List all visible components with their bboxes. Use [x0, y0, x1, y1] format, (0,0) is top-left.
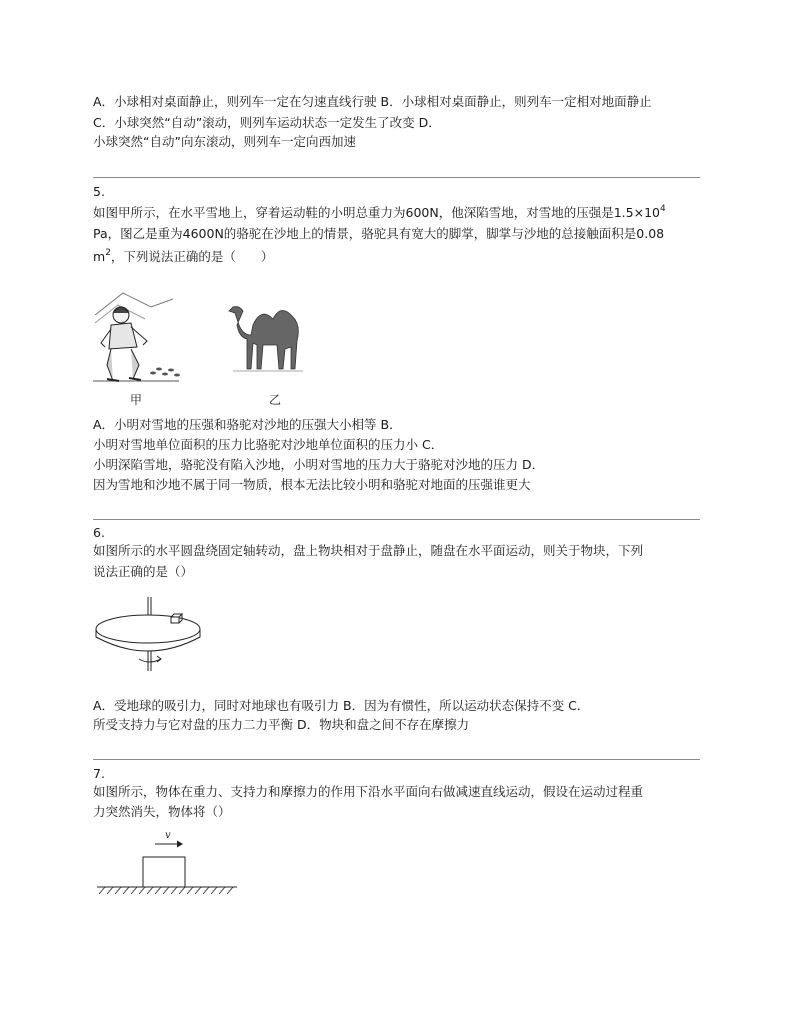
q5-option-line-3: 小明深陷雪地，骆驼没有陷入沙地，小明对雪地的压力大于骆驼对沙地的压力 D．: [93, 457, 545, 472]
q6-stem-line-1: 如图所示的水平圆盘绕固定轴转动，盘上物块相对于盘静止，随盘在水平面运动，则关于物块，下列: [93, 543, 644, 558]
q7-stem-line-2: 力突然消失，物体将（）: [93, 804, 231, 819]
q4-option-line-3: 小球突然“自动”向东滚动，则列车一定向西加速: [93, 134, 356, 149]
q5-stem-end: ，下列说法正确的是（ ）: [110, 249, 274, 264]
q6-stem-line-2: 说法正确的是（）: [93, 564, 194, 579]
q5-unit: m: [93, 249, 106, 264]
q6-option-line-2: 所受支持力与它对盘的压力二力平衡 D．物块和盘之间不存在摩擦力: [93, 717, 470, 732]
q5-stem-line-2: Pa，图乙是重为4600N的骆驼在沙地上的情景，骆驼具有宽大的脚掌，脚掌与沙地的总接触面积是0.08: [93, 226, 665, 241]
q7-stem-line-1: 如图所示，物体在重力、支持力和摩擦力的作用下沿水平面向右做减速直线运动，假设在运动过程重: [93, 784, 644, 799]
q7-number: 7.: [93, 766, 105, 781]
q5-stem-text: 如图甲所示，在水平雪地上，穿着运动鞋的小明总重力为600N，他深陷雪地，对雪地的压强是1.5×10: [93, 205, 660, 220]
q6-option-line-1: A．受地球的吸引力，同时对地球也有吸引力 B．因为有惯性，所以运动状态保持不变 C．: [93, 698, 590, 713]
question-divider: [93, 519, 700, 520]
q7-block-on-surface-figure: [93, 828, 243, 898]
q5-exponent: 4: [659, 204, 666, 214]
q6-number: 6.: [93, 525, 105, 540]
figure-label-jia: 甲: [129, 393, 143, 407]
q5-figure: [93, 285, 318, 410]
person-in-snow-illustration: [93, 293, 180, 381]
q5-option-line-4: 因为雪地和沙地不属于同一物质，根本无法比较小明和骆驼对地面的压强谁更大: [93, 477, 531, 492]
q5-unit-exponent: 2: [105, 248, 111, 258]
camel-illustration: [229, 307, 303, 372]
q5-option-line-2: 小明对雪地单位面积的压力比骆驼对沙地单位面积的压力小 C．: [93, 437, 444, 452]
q4-option-line-1: A．小球相对桌面静止，则列车一定在匀速直线行驶 B．小球相对桌面静止，则列车一定相对地面静止: [93, 94, 652, 109]
q5-stem-line-1: [93, 204, 666, 222]
q5-number: 5.: [93, 184, 105, 199]
question-divider: [93, 177, 700, 178]
q4-option-line-2: C．小球突然“自动”滚动，则列车运动状态一定发生了改变 D．: [93, 115, 441, 130]
q5-option-line-1: A．小明对雪地的压强和骆驼对沙地的压强大小相等 B．: [93, 417, 402, 432]
q6-rotating-disk-figure: [93, 593, 213, 673]
question-divider: [93, 759, 700, 760]
q5-stem-line-3: [93, 248, 273, 266]
velocity-label: v: [165, 830, 171, 841]
figure-label-yi: 乙: [268, 393, 282, 407]
